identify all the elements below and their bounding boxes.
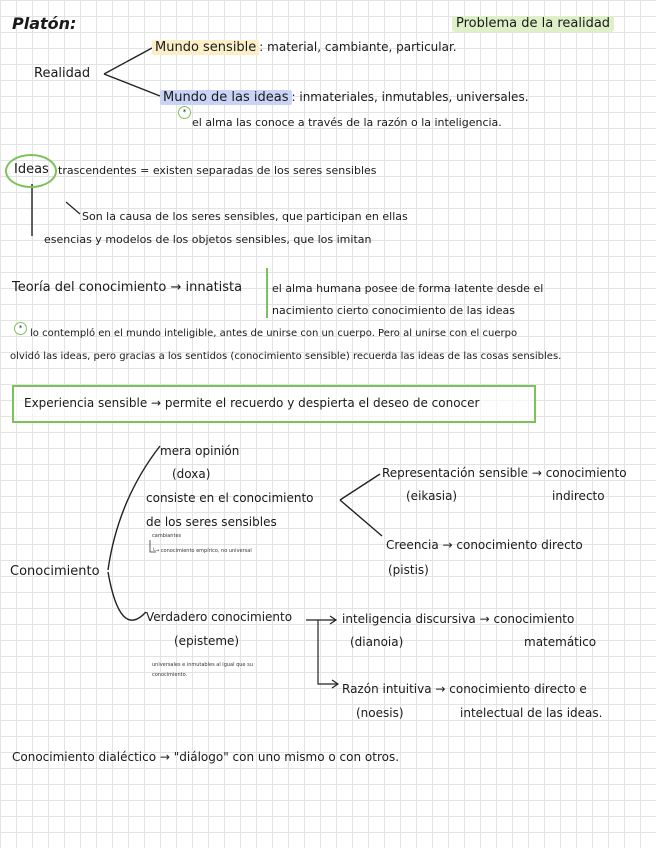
representacion-line-2: (eikasia) bbox=[406, 489, 458, 503]
mundo-ideas-note: el alma las conoce a través de la razón o la inteligencia. bbox=[192, 116, 502, 129]
asterisk-icon: * bbox=[178, 106, 191, 119]
creencia-line-1: Creencia → conocimiento directo bbox=[386, 538, 583, 552]
opinion-tiny-1: cambiantes bbox=[152, 533, 182, 539]
topic-title: Problema de la realidad bbox=[452, 16, 614, 32]
representacion-line-3: indirecto bbox=[552, 489, 605, 503]
mundo-ideas-desc: : inmateriales, inmutables, universales. bbox=[291, 90, 529, 104]
teoria-right-2: nacimiento cierto conocimiento de las ideas bbox=[272, 304, 515, 317]
mundo-ideas-line bbox=[160, 90, 529, 106]
razon-line-2: (noesis) bbox=[356, 706, 404, 720]
ideas-definition: trascendentes = existen separadas de los seres sensibles bbox=[58, 164, 377, 177]
asterisk-icon: * bbox=[14, 322, 27, 335]
dialectico-text: Conocimiento dialéctico → "diálogo" con uno mismo o con otros. bbox=[12, 750, 400, 764]
ideas-word: Ideas bbox=[14, 162, 49, 177]
verdadero-line-2: (episteme) bbox=[174, 634, 240, 648]
opinion-line-4: de los seres sensibles bbox=[146, 515, 277, 529]
teoria-label: Teoría del conocimiento → innatista bbox=[12, 280, 243, 295]
ideas-line-2: esencias y modelos de los objetos sensibles, que los imitan bbox=[44, 233, 372, 246]
verdadero-tiny-1: universales e inmutables al igual que su bbox=[152, 662, 253, 668]
teoria-paragraph-2: olvidó las ideas, pero gracias a los sentidos (conocimiento sensible) recuerda las ideas de las cosas sensibles. bbox=[10, 351, 562, 362]
mundo-sensible-line bbox=[152, 40, 457, 56]
creencia-line-2: (pistis) bbox=[388, 563, 429, 577]
verdadero-line-1: Verdadero conocimiento bbox=[146, 610, 293, 624]
opinion-tiny-2: └→ conocimiento empírico, no universal bbox=[152, 548, 252, 554]
inteligencia-line-2: (dianoia) bbox=[350, 635, 404, 649]
teoria-right-1: el alma humana posee de forma latente desde el bbox=[272, 282, 544, 295]
razon-line-1: Razón intuitiva → conocimiento directo e bbox=[342, 682, 587, 696]
experiencia-text: Experiencia sensible → permite el recuerdo y despierta el deseo de conocer bbox=[24, 396, 480, 410]
inteligencia-line-1: inteligencia discursiva → conocimiento bbox=[342, 612, 575, 626]
ideas-line-1: Son la causa de los seres sensibles, que participan en ellas bbox=[82, 210, 408, 223]
representacion-line-1: Representación sensible → conocimiento bbox=[382, 466, 627, 480]
opinion-line-2: (doxa) bbox=[172, 467, 211, 481]
inteligencia-line-3: matemático bbox=[524, 635, 597, 649]
mundo-ideas-name: Mundo de las ideas bbox=[160, 90, 292, 105]
conocimiento-root: Conocimiento bbox=[10, 564, 100, 579]
realidad-label: Realidad bbox=[34, 66, 91, 81]
opinion-line-3: consiste en el conocimiento bbox=[146, 491, 314, 505]
teoria-paragraph-1: lo contempló en el mundo inteligible, antes de unirse con un cuerpo. Pero al unirse con el cuerpo bbox=[30, 328, 518, 339]
opinion-line-1: mera opinión bbox=[160, 444, 240, 458]
page-title: Platón: bbox=[12, 14, 77, 33]
verdadero-tiny-2: conocimiento. bbox=[152, 672, 188, 678]
mundo-sensible-name: Mundo sensible bbox=[152, 40, 259, 55]
mundo-sensible-desc: : material, cambiante, particular. bbox=[259, 40, 457, 54]
razon-line-3: intelectual de las ideas. bbox=[460, 706, 603, 720]
